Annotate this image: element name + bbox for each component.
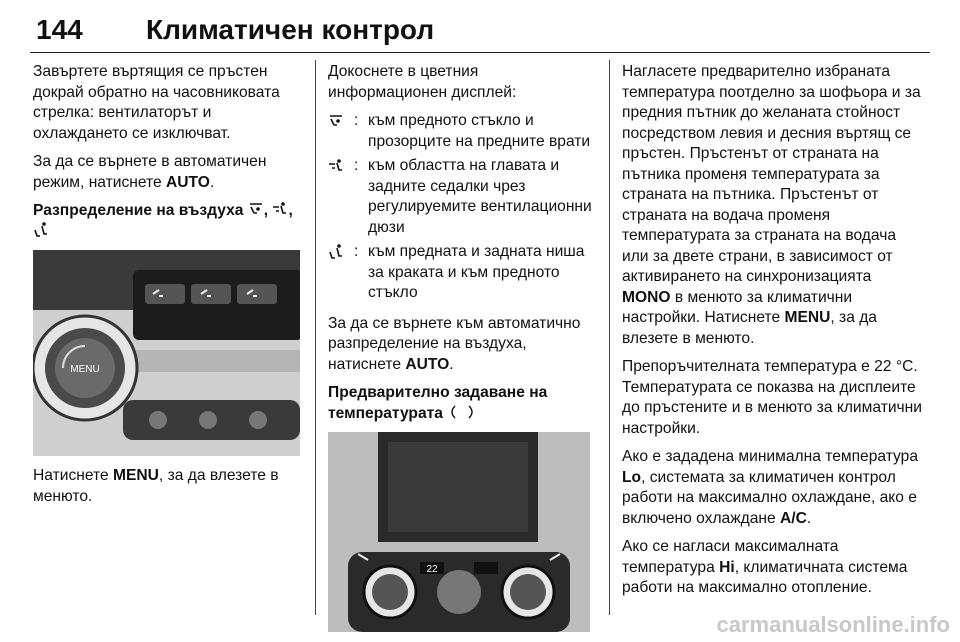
text: . — [806, 509, 812, 527]
list-item — [328, 242, 598, 304]
item-text: към предното стъкло и прозорците на предните врати — [368, 112, 591, 150]
menu-keyword: MENU — [784, 309, 831, 326]
heading-text: Разпределение на въздуха — [33, 202, 244, 219]
auto-keyword: AUTO — [405, 355, 450, 373]
menu-label: MENU — [70, 364, 100, 375]
menu-keyword: MENU — [112, 467, 159, 484]
separator: : — [354, 243, 359, 260]
airflow-head-icon — [272, 201, 288, 217]
airflow-feet-icon — [33, 222, 49, 238]
text: , за да влезете в менюто. — [33, 467, 279, 505]
text: , системата за климатичен контрол работи на максимално охлаждане, ако е включено охлаждане — [622, 468, 917, 527]
page-number: 144 — [36, 14, 83, 45]
figure-climate-panel — [328, 432, 590, 632]
heading-air-distribution: Разпределение на въздуха , , — [33, 201, 303, 242]
temperature-display: 22 — [426, 564, 438, 575]
column-3 — [622, 62, 922, 607]
ac-keyword: A/C — [780, 509, 807, 527]
paragraph-lo — [622, 447, 922, 529]
hi-keyword: Hi — [719, 558, 735, 576]
text: в менюто за климатични настройки. Натиснете — [622, 288, 853, 326]
item-text: към областта на главата и задните седалки чрез регулируемите вентилационни дюзи — [368, 157, 592, 236]
auto-keyword: AUTO — [166, 173, 210, 191]
heading-text: Предварително задаване на температурата — [328, 384, 548, 422]
text: . — [209, 173, 215, 191]
text: . — [449, 355, 454, 373]
paragraph-adjust-temperature — [622, 62, 922, 349]
separator: : — [354, 112, 359, 129]
airflow-feet-icon — [328, 244, 344, 260]
list-item — [328, 111, 598, 152]
text: За да се върнете към автоматично разпределение на въздуха, натиснете — [328, 314, 581, 373]
header-rule — [30, 52, 930, 53]
paragraph-hi — [622, 537, 922, 599]
column-2 — [328, 62, 598, 632]
column-divider — [315, 60, 316, 615]
airflow-windscreen-icon — [248, 201, 264, 217]
paragraph-recommended-temperature: Препоръчителната температура е 22 °C. Температурата се показва на дисплеите до пръстените и в менюто за климатични настройки. — [622, 358, 922, 437]
paragraph-press-menu — [33, 466, 303, 507]
text: , за да влезете в менюто. — [622, 309, 877, 347]
page-title: Климатичен контрол — [146, 14, 435, 45]
text: Ако се нагласи максималната температура — [622, 538, 839, 576]
column-1 — [33, 62, 303, 515]
paragraph-auto-mode — [33, 152, 303, 193]
lo-keyword: Lo — [622, 468, 642, 486]
separator: : — [354, 157, 359, 174]
airflow-head-icon — [328, 158, 344, 174]
text: , климатичната система работи на максимално отопление. — [622, 558, 908, 596]
airflow-windscreen-icon — [328, 113, 344, 129]
page-header — [30, 6, 930, 48]
column-divider — [609, 60, 610, 615]
watermark: carmanualsonline.info — [716, 612, 950, 637]
paragraph-touch-display: Докоснете в цветния информационен дисплей: — [328, 63, 517, 101]
paragraph-ring-off: Завъртете въртящия се пръстен докрай обратно на часовниковата стрелка: вентилаторът и охлаждането се изключват. — [33, 63, 280, 142]
temperature-ring-icon — [447, 404, 477, 420]
heading-temperature-preset — [328, 383, 598, 424]
text: Ако е зададена минимална температура — [622, 448, 919, 465]
text: Натиснете — [33, 467, 113, 484]
text: За да се върнете в автоматичен режим, натиснете — [33, 153, 267, 191]
paragraph-auto-distribution — [328, 314, 598, 376]
list-item — [328, 156, 598, 238]
figure-dashboard-menu — [33, 250, 300, 456]
text: Нагласете предварително избраната температура поотделно за шофьора и за предния пътник до желаната стойност посредством левия и десния въртящ се пръстен. Пръстенът от страната на пътника променя температурата за страната на пътника. Пръстенът от страната на водача променя температурата за страната на водача или за двете страни, в зависимост от активирането на синхронизацията — [622, 63, 921, 285]
item-text: към предната и задната ниша за краката и към предното стъкло — [368, 243, 585, 301]
mono-keyword: MONO — [622, 288, 671, 306]
